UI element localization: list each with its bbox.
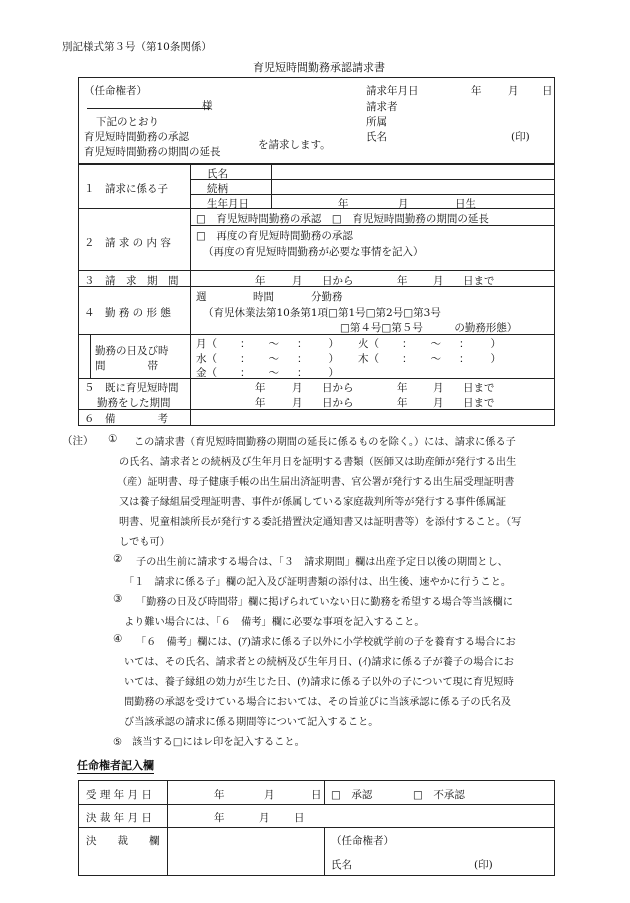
sign-label: 決 裁 欄 (86, 835, 160, 847)
appointer-section-title: 任命権者記入欄 (77, 759, 154, 772)
past-to-day[interactable]: 日まで (463, 382, 495, 394)
past-from-month[interactable]: 月 (292, 382, 303, 394)
child-birth-day[interactable]: 日生 (455, 198, 476, 210)
option-approval-text: 育児短時間勤務の承認 (84, 131, 189, 143)
decision-label: 決 裁 年 月 日 (86, 812, 152, 824)
receipt-year[interactable]: 年 (214, 789, 225, 801)
option-extension-text: 育児短時間勤務の期間の延長 (84, 146, 221, 158)
note-2-mark: ② (113, 553, 123, 565)
note-1-line-3: （産）証明書、母子健康手帳の出生届出済証明書、官公署が発行する出生届受理証明書 (117, 477, 515, 488)
period-from-month[interactable]: 月 (292, 275, 303, 287)
schedule-label-2: 間 帯 (95, 360, 158, 372)
note-4-mark: ④ (113, 633, 123, 645)
note-5-line: 該当する□にはレ印を記入すること。 (132, 737, 305, 748)
past-from-year-2[interactable]: 年 (255, 397, 266, 409)
child-birth-year[interactable]: 年 (338, 198, 349, 210)
receipt-day[interactable]: 日 (311, 789, 322, 801)
past-to-year[interactable]: 年 (397, 382, 408, 394)
note-1-line-5: 明書、児童相談所長が発行する委託措置決定通知書又は証明書等）を添付すること。（写 (119, 517, 522, 528)
requester-seal: (印) (511, 131, 530, 143)
requester-label: 請求者 (366, 101, 398, 113)
appointer-label: （任命権者） (84, 85, 147, 97)
past-row-label-1: ５ 既に育児短時間 (84, 382, 179, 394)
form-hours-label[interactable]: 時間 (253, 291, 274, 303)
note-4-line-3: いては、養子縁組の効力が生じた日、(ｳ)請求に係る子以外の子について現に育児短時 (124, 677, 514, 688)
past-from-year[interactable]: 年 (255, 382, 266, 394)
period-to-year[interactable]: 年 (397, 275, 408, 287)
notes-head: （注） (62, 435, 94, 447)
as-follows-text: 下記のとおり (96, 116, 159, 128)
child-row-label: １ 請求に係る子 (84, 183, 168, 195)
note-3-line-1: 「勤務の日及び時間帯」欄に掲げられていない日に勤務を希望する場合等当該欄に (136, 597, 513, 608)
note-3-mark: ③ (113, 593, 123, 605)
request-suffix-text: を請求します。 (258, 139, 331, 151)
child-birth-month[interactable]: 月 (398, 198, 409, 210)
content-option-line[interactable]: □ 育児短時間勤務の承認 □ 育児短時間勤務の期間の延長 (196, 213, 489, 225)
note-4-line-1: 「６ 備考」欄には、(ｱ)請求に係る子以外に小学校就学前の子を養育する場合にお (136, 637, 516, 648)
period-to-day[interactable]: 日まで (463, 275, 495, 287)
appointer-name-line[interactable] (87, 96, 210, 109)
period-row-label: ３ 請 求 期 間 (84, 275, 179, 287)
decision-month[interactable]: 月 (259, 812, 270, 824)
past-to-month[interactable]: 月 (433, 382, 444, 394)
note-1-line-6: しでも可） (119, 537, 170, 548)
child-relation-label: 続柄 (207, 183, 228, 195)
past-to-month-2[interactable]: 月 (433, 397, 444, 409)
remarks-row-label: ６ 備 考 (84, 413, 168, 425)
decision-year[interactable]: 年 (214, 812, 225, 824)
period-from-day[interactable]: 日から (322, 275, 354, 287)
period-to-month[interactable]: 月 (433, 275, 444, 287)
sama-label: 様 (202, 100, 213, 112)
schedule-mon[interactable]: 月（ ： 〜 ： ） (196, 338, 339, 350)
form-law-line[interactable]: （育児休業法第10条第1項□第1号□第2号□第3号 (203, 307, 441, 319)
past-from-day[interactable]: 日から (322, 382, 354, 394)
content-row-label: ２ 請 求 の 内 容 (84, 237, 171, 249)
schedule-tue[interactable]: 火（ ： 〜 ： ） (358, 338, 501, 350)
note-1-line-4: 又は養子縁組届受理証明書、事件が係属している家庭裁判所等が発行する事件係属証 (119, 497, 507, 508)
schedule-fri[interactable]: 金（ ： 〜 ： ） (196, 367, 339, 379)
request-date-day[interactable]: 日 (542, 85, 553, 97)
note-2-line-2: 「１ 請求に係る子」欄の記入及び証明書類の添付は、出生後、速やかに行うこと。 (124, 577, 512, 588)
note-2-line-1: 子の出生前に請求する場合は、「３ 請求期間」欄は出産予定日以後の期間とし、 (136, 557, 508, 568)
request-date-year[interactable]: 年 (471, 85, 482, 97)
receipt-month[interactable]: 月 (264, 789, 275, 801)
page-title: 育児短時間勤務承認請求書 (253, 61, 385, 74)
receipt-label: 受 理 年 月 日 (86, 789, 152, 801)
schedule-thu[interactable]: 木（ ： 〜 ： ） (358, 353, 501, 365)
form-week-label: 週 (196, 291, 207, 303)
dept-label: 所属 (366, 116, 387, 128)
form-minutes-label[interactable]: 分勤務 (311, 291, 343, 303)
past-from-month-2[interactable]: 月 (292, 397, 303, 409)
past-to-year-2[interactable]: 年 (397, 397, 408, 409)
note-5-row (113, 733, 305, 748)
note-1-line-1: この請求書（育児短時間勤務の期間の延長に係るものを除く。）には、請求に係る子 (134, 437, 516, 448)
reject-checkbox[interactable]: □ 不承認 (413, 789, 465, 801)
content-reason-line: （再度の育児短時間勤務が必要な事情を記入） (203, 246, 424, 258)
sign-seal: (印) (474, 859, 493, 871)
note-4-line-4: 間勤務の承認を受けている場合においては、その旨並びに当該承認に係る子の氏名及 (124, 697, 512, 708)
decision-day[interactable]: 日 (294, 812, 305, 824)
requester-name-label: 氏名 (366, 131, 387, 143)
note-1-line-2: の氏名、請求者との続柄及び生年月日を証明する書類（医師又は助産師が発行する出生 (119, 457, 517, 468)
form-number: 別記様式第３号（第10条関係） (62, 41, 212, 53)
schedule-label-1: 勤務の日及び時 (95, 345, 169, 357)
child-birth-label: 生年月日 (207, 198, 249, 210)
note-3-line-2: より難い場合には、「６ 備考」欄に必要な事項を記入すること。 (124, 617, 425, 628)
note-1-mark: ① (108, 433, 118, 445)
note-5-mark-visible: ⑤ (113, 737, 123, 748)
child-name-label: 氏名 (207, 168, 228, 180)
note-4-line-2: いては、その氏名、請求者との続柄及び生年月日、(ｲ)請求に係る子が養子の場合にお (124, 657, 514, 668)
period-from-year[interactable]: 年 (255, 275, 266, 287)
note-4-line-5: び当該承認の請求に係る期間等について記入すること。 (124, 717, 379, 728)
request-date-month[interactable]: 月 (508, 85, 519, 97)
past-from-day-2[interactable]: 日から (322, 397, 354, 409)
form-law-line-2[interactable]: □第４号□第５号 の勤務形態） (340, 322, 518, 334)
past-to-day-2[interactable]: 日まで (463, 397, 495, 409)
schedule-wed[interactable]: 水（ ： 〜 ： ） (196, 353, 339, 365)
sign-appointer: （任命権者） (331, 835, 394, 847)
request-date-label: 請求年月日 (366, 85, 419, 97)
content-reapproval-line[interactable]: □ 再度の育児短時間勤務の承認 (196, 230, 353, 242)
form-row-label: ４ 勤 務 の 形 態 (84, 307, 171, 319)
past-row-label-2: 勤務をした期間 (97, 397, 171, 409)
remarks-field[interactable] (192, 410, 552, 425)
sign-name: 氏名 (331, 859, 352, 871)
approve-checkbox[interactable]: □ 承認 (331, 789, 373, 801)
